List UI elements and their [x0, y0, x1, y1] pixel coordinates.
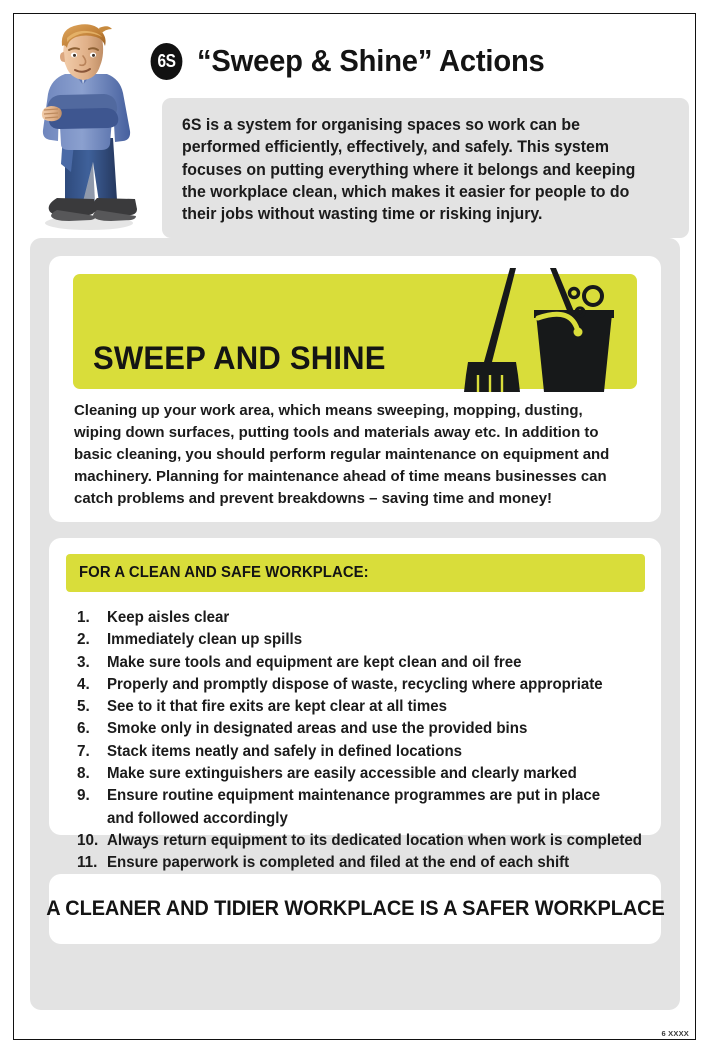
checklist-item-number: 4.: [77, 675, 90, 693]
sweep-and-shine-banner: [73, 274, 637, 389]
page-title: “Sweep & Shine” Actions: [197, 43, 545, 78]
checklist-item-text: Immediately clean up spills: [107, 631, 303, 649]
slogan-card: [45, 874, 665, 944]
checklist-item: [77, 718, 652, 740]
sweep-and-shine-banner-title: SWEEP AND SHINE: [93, 340, 386, 376]
checklist-item-text: Make sure tools and equipment are kept clean and oil free: [107, 653, 522, 671]
checklist-heading: FOR A CLEAN AND SAFE WORKPLACE:: [79, 564, 369, 581]
checklist-item: [77, 696, 652, 718]
checklist-item-text: Properly and promptly dispose of waste, recycling where appropriate: [107, 675, 603, 693]
intro-callout: [162, 98, 689, 238]
checklist-item: [77, 607, 652, 629]
sweep-and-shine-card: [49, 256, 661, 522]
checklist-item-number: 6.: [77, 720, 90, 738]
checklist-item-text: Make sure extinguishers are easily accessible and clearly marked: [107, 765, 577, 783]
slogan-text: A CLEANER AND TIDIER WORKPLACE IS A SAFER WORKPLACE: [45, 897, 665, 920]
checklist-item: [77, 652, 652, 674]
checklist-item-text: Stack items neatly and safely in defined locations: [107, 742, 463, 760]
checklist-item: [77, 629, 652, 651]
checklist-item-text: Keep aisles clear: [107, 609, 230, 626]
checklist-item-number: 11.: [77, 854, 98, 872]
sweep-and-shine-body: Cleaning up your work area, which means sweeping, mopping, dusting, wiping down surfaces, putting tools and materials away etc. In addition to basic cleaning, you should perform regular maintenance on equipment and machinery. Planning for maintenance ahead of time means businesses can catch problems and prevent breakdowns – saving time and money!: [74, 402, 610, 508]
checklist-item-text: Smoke only in designated areas and use the provided bins: [107, 720, 528, 738]
checklist-item-number: 10.: [77, 831, 99, 849]
reference-code: 6 XXXX: [661, 1029, 689, 1038]
header: [13, 14, 696, 236]
checklist-item: [77, 741, 652, 763]
checklist-item-number: 5.: [77, 698, 90, 716]
checklist-item: [77, 674, 652, 696]
checklist-item-text: Ensure paperwork is completed and filed at the end of each shift: [107, 854, 570, 872]
page-title-row: [148, 35, 567, 87]
checklist-item-number: 8.: [77, 765, 90, 783]
checklist-item-text: Ensure routine equipment maintenance programmes are put in place: [107, 787, 601, 805]
six-s-badge-icon: 6S: [151, 43, 183, 80]
checklist-item: [77, 785, 652, 807]
checklist-item-continuation-row: [77, 808, 652, 830]
intro-paragraph: 6S is a system for organising spaces so work can be performed efficiently, effectively, and safely. This system focuses on putting everything where it belongs and keeping the workplace clean, which makes it easier for people to do their jobs without wasting time or risking injury.: [182, 116, 636, 224]
checklist-heading-bar: [66, 554, 645, 592]
checklist-card: [49, 538, 661, 872]
checklist-item-number: 9.: [77, 787, 90, 805]
cartoon-worker-arms-crossed-icon: [21, 22, 153, 234]
checklist-item: [77, 852, 652, 874]
checklist-item: [77, 763, 652, 785]
checklist-item-text: See to it that fire exits are kept clear at all times: [107, 698, 448, 716]
main-panel: [30, 238, 680, 1010]
checklist-item-number: 7.: [77, 742, 90, 760]
checklist-item-continuation: and followed accordingly: [107, 809, 288, 827]
checklist-items: [77, 607, 652, 875]
checklist-item-number: 2.: [77, 631, 90, 649]
broom-and-bucket-icon: [454, 274, 629, 389]
checklist-item-number: 1.: [77, 609, 90, 626]
checklist-item: [77, 830, 652, 852]
checklist-item-number: 3.: [77, 653, 90, 671]
checklist-item-text: Always return equipment to its dedicated location when work is completed: [107, 831, 642, 849]
